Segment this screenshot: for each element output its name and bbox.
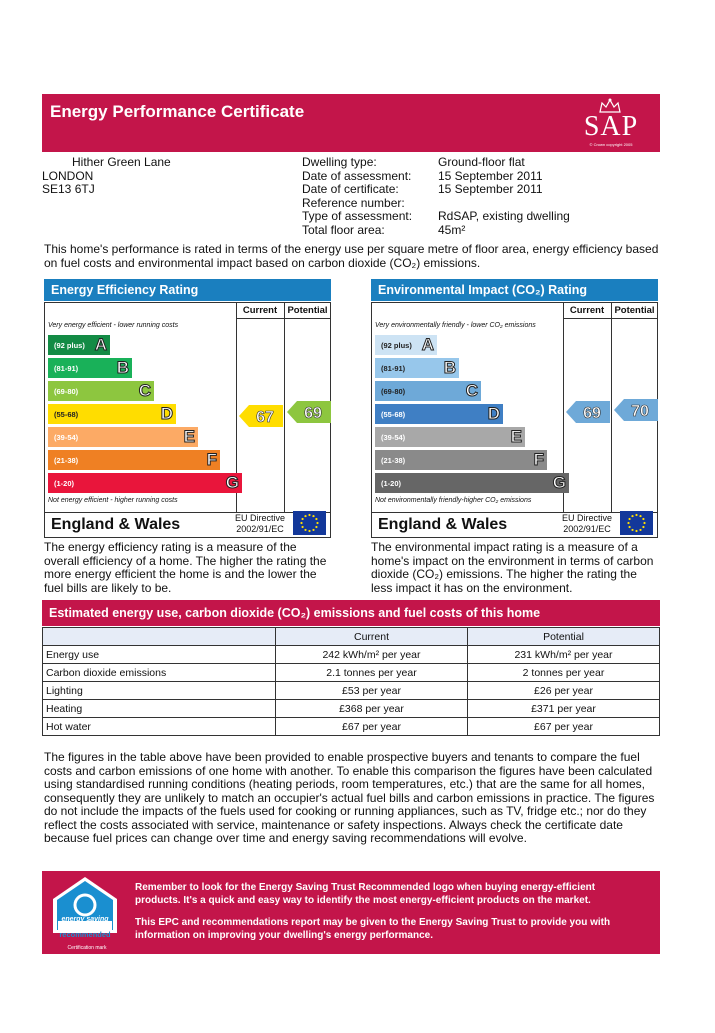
rating-band-d — [375, 404, 503, 424]
eu-flag-icon — [293, 511, 326, 535]
band-letter: C — [465, 381, 478, 400]
band-letter: D — [160, 404, 173, 423]
figures-explanation: The figures in the table above have been provided to enable prospective buyers and tenants to compare the fuel costs and carbon emissions of one home with another. To enable this comparison the figures have been calculated using standardised running conditions (heating periods, room temperatures, etc.) that are the same for all homes, consequently they are unlikely to match an occupier's actual fuel bills and carbon emissions in practice. The figures do not include the impacts of the fuels used for cooking or running appliances, such as TV, fridge etc.; nor do they reflect the costs associated with service, maintenance or safety inspections. Always check the certificate date because fuel prices can change over time and energy saving recommendations will evolve. — [44, 750, 655, 845]
detail-label: Reference number: — [302, 195, 405, 210]
table-row — [43, 664, 660, 682]
efficiency-title: Energy Efficiency Rating — [44, 279, 331, 301]
address-line: SE13 6TJ — [42, 182, 95, 196]
band-letter: A — [421, 335, 434, 354]
eu-directive-label: EU Directive — [561, 513, 612, 523]
band-letter: B — [116, 358, 129, 377]
table-cell: £368 per year — [276, 700, 468, 718]
table-row — [43, 646, 660, 664]
detail-row — [302, 156, 662, 170]
band-range: (39-54) — [381, 433, 406, 442]
eu-directive — [225, 513, 295, 535]
rating-band-a — [375, 335, 437, 355]
banner-text-epc: This EPC and recommendations report may be given to the Energy Saving Trust to provide you with information on improving your dwelling's energy performance. — [135, 917, 611, 941]
table-cell: £26 per year — [468, 682, 660, 700]
band-range: (55-68) — [54, 410, 79, 419]
band-range: (21-38) — [54, 456, 79, 465]
page-title: Energy Performance Certificate — [50, 102, 305, 121]
dwelling-details — [302, 156, 662, 237]
crown-icon — [598, 98, 622, 114]
detail-row — [302, 224, 662, 238]
band-letter: E — [510, 427, 522, 446]
table-header-cell: Current — [276, 628, 468, 646]
detail-row — [302, 210, 662, 224]
current-column-header: Current — [242, 305, 278, 316]
table-cell: Carbon dioxide emissions — [43, 664, 276, 682]
band-range: (39-54) — [54, 433, 79, 442]
table-header-cell: Potential — [468, 628, 660, 646]
current-rating-arrow — [566, 401, 610, 423]
band-range: (69-80) — [54, 387, 79, 396]
address-block — [42, 156, 171, 197]
detail-label: Total floor area: — [302, 222, 385, 237]
region-label: England & Wales — [378, 516, 508, 533]
detail-row — [302, 197, 662, 211]
rating-value: 69 — [304, 405, 322, 423]
table-cell: £67 per year — [276, 718, 468, 736]
band-range: (92 plus) — [381, 341, 412, 350]
band-range: (1-20) — [381, 479, 402, 488]
energy-saving-logo — [47, 875, 123, 951]
band-range: (81-91) — [54, 364, 79, 373]
detail-row — [302, 170, 662, 184]
rating-band-g — [375, 473, 569, 493]
rating-band-f — [375, 450, 547, 470]
detail-label: Dwelling type: — [302, 155, 377, 169]
intro-text: This home's performance is rated in terms of the energy use per square metre of floor area, energy efficiency based on fuel costs and environmental impact based on carbon dioxide (CO₂) emissions. — [44, 242, 659, 270]
table-cell: £53 per year — [276, 682, 468, 700]
band-letter: F — [206, 450, 217, 469]
rating-value: 70 — [631, 403, 649, 421]
rating-band-b — [48, 358, 132, 378]
band-range: (1-20) — [54, 479, 75, 488]
bottom-note: Not environmentally friendly-higher CO₂ emissions — [375, 497, 532, 504]
table-row — [43, 682, 660, 700]
eu-directive — [552, 513, 622, 535]
eu-directive-label: EU Directive — [234, 513, 285, 523]
band-letter: F — [533, 450, 544, 469]
sap-logo-text: SAP — [583, 111, 639, 142]
header-bar — [42, 94, 660, 152]
table-cell: 2.1 tonnes per year — [276, 664, 468, 682]
logo-text-energy-saving: energy saving — [61, 916, 109, 923]
efficiency-chart — [44, 302, 331, 538]
detail-value: Ground-floor flat — [438, 155, 525, 169]
band-range: (21-38) — [381, 456, 406, 465]
band-range: (55-68) — [381, 410, 406, 419]
detail-label: Date of assessment: — [302, 168, 412, 183]
eu-directive-number: 2002/91/EC — [563, 524, 611, 534]
top-note: Very energy efficient - lower running costs — [48, 322, 179, 329]
table-cell: 242 kWh/m² per year — [276, 646, 468, 664]
rating-band-e — [375, 427, 525, 447]
rating-band-d — [48, 404, 176, 424]
costs-table — [42, 627, 660, 736]
band-letter: D — [487, 404, 500, 423]
logo-text-recommended: recommended — [59, 930, 111, 939]
table-cell: Heating — [43, 700, 276, 718]
address-line: Hither Green Lane — [72, 155, 171, 169]
eu-directive-number: 2002/91/EC — [236, 524, 284, 534]
rating-band-a — [48, 335, 110, 355]
sap-copyright: © Crown copyright 2005 — [589, 142, 633, 147]
table-cell: 2 tonnes per year — [468, 664, 660, 682]
detail-value: 45m² — [438, 222, 466, 237]
eu-flag-icon — [620, 511, 653, 535]
banner-text-recommended: Remember to look for the Energy Saving Trust Recommended logo when buying energy-efficient products. It's a quick and easy way to identify the most energy-efficient products on the market. — [135, 882, 596, 906]
rating-band-f — [48, 450, 220, 470]
table-cell: £67 per year — [468, 718, 660, 736]
table-cell: Hot water — [43, 718, 276, 736]
table-cell: Energy use — [43, 646, 276, 664]
potential-rating-arrow — [287, 401, 331, 423]
energy-saving-banner — [42, 871, 660, 954]
detail-value: 15 September 2011 — [438, 182, 543, 196]
detail-label: Type of assessment: — [302, 209, 413, 223]
logo-caption: Certification mark — [67, 945, 107, 951]
efficiency-description: The energy efficiency rating is a measure of the overall efficiency of a home. The higher the rating the more energy efficient the home is and the lower the fuel bills are likely to be. — [44, 540, 327, 595]
rating-band-c — [48, 381, 154, 401]
table-header-row — [43, 628, 660, 646]
table-header-cell — [43, 628, 276, 646]
rating-value: 69 — [583, 405, 601, 423]
band-range: (69-80) — [381, 387, 406, 396]
band-range: (81-91) — [381, 364, 406, 373]
detail-row — [302, 183, 662, 197]
band-letter: G — [552, 473, 566, 492]
costs-title: Estimated energy use, carbon dioxide (CO₂) emissions and fuel costs of this home — [42, 600, 660, 626]
detail-value: 15 September 2011 — [438, 168, 543, 183]
sap-logo — [572, 98, 650, 148]
band-letter: C — [138, 381, 151, 400]
rating-value: 67 — [256, 408, 274, 426]
table-row — [43, 718, 660, 736]
table-row — [43, 700, 660, 718]
detail-label: Date of certificate: — [302, 182, 399, 196]
current-rating-arrow — [239, 405, 283, 427]
band-range: (92 plus) — [54, 341, 85, 350]
rating-band-c — [375, 381, 481, 401]
rating-band-b — [375, 358, 459, 378]
band-letter: G — [225, 473, 239, 492]
top-note: Very environmentally friendly - lower CO₂ emissions — [375, 322, 536, 329]
detail-value: RdSAP, existing dwelling — [438, 209, 570, 223]
band-letter: A — [94, 335, 107, 354]
potential-column-header: Potential — [614, 305, 655, 316]
current-column-header: Current — [569, 305, 605, 316]
potential-rating-arrow — [614, 399, 658, 421]
table-cell: 231 kWh/m² per year — [468, 646, 660, 664]
environmental-description: The environmental impact rating is a measure of a home's impact on the environment in terms of carbon dioxide (CO₂) emissions. The higher the rating the less impact it has on the environment. — [371, 540, 654, 595]
address-line: LONDON — [42, 168, 94, 183]
rating-band-g — [48, 473, 242, 493]
region-label: England & Wales — [51, 516, 181, 533]
environmental-title: Environmental Impact (CO₂) Rating — [371, 279, 658, 301]
table-cell: £371 per year — [468, 700, 660, 718]
band-letter: E — [183, 427, 195, 446]
potential-column-header: Potential — [287, 305, 328, 316]
bottom-note: Not energy efficient - higher running costs — [48, 497, 178, 504]
rating-band-e — [48, 427, 198, 447]
band-letter: B — [443, 358, 456, 377]
table-cell: Lighting — [43, 682, 276, 700]
environmental-chart — [371, 302, 658, 538]
